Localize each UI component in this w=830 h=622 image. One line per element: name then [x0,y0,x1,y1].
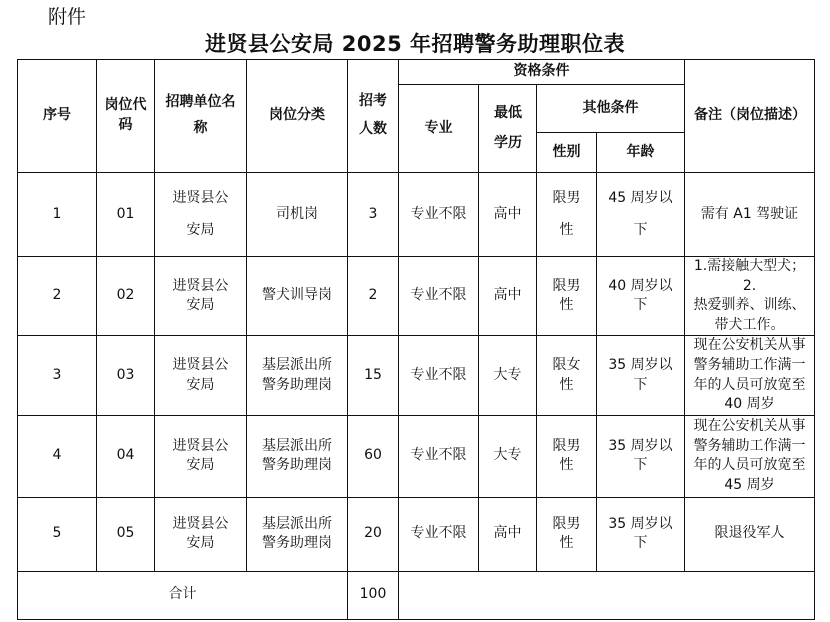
cell-major: 专业不限 [399,257,479,336]
cell-notes-line2: 警务辅助工作满一 [693,356,806,373]
cell-notes-line3: 年的人员可放宽至 [693,457,806,474]
cell-edu: 大专 [479,415,537,497]
cell-unit [155,497,247,571]
cell-major: 专业不限 [399,497,479,571]
cell-unit [155,257,247,336]
cell-count: 60 [348,415,399,497]
cell-code: 03 [97,336,155,415]
table-row [18,257,815,336]
cell-edu: 大专 [479,336,537,415]
cell-notes [685,336,815,415]
cell-unit-line2: 安局 [186,535,215,552]
cell-age [597,173,685,257]
cell-category-line2: 警务助理岗 [262,457,332,474]
total-count: 100 [348,571,399,619]
cell-unit [155,336,247,415]
cell-major: 专业不限 [399,415,479,497]
header-code: 岗位代码 [97,60,155,173]
cell-gender-line1: 限男 [552,515,581,532]
cell-seq: 3 [18,336,97,415]
cell-category [247,173,348,257]
cell-notes [685,257,815,336]
cell-gender [537,173,597,257]
cell-age-line2: 下 [633,221,648,238]
cell-gender-line2: 性 [559,535,574,552]
table-row [18,497,815,571]
cell-unit-line2: 安局 [186,221,215,238]
header-count [348,60,399,173]
cell-gender [537,497,597,571]
positions-table [17,59,815,620]
cell-unit-line1: 进贤县公 [172,356,229,373]
cell-gender-line1: 限男 [552,277,581,294]
cell-category-line1: 基层派出所 [262,356,332,373]
header-count-line1: 招考 [359,93,387,110]
cell-edu: 高中 [479,257,537,336]
cell-unit-line2: 安局 [186,457,215,474]
header-major: 专业 [399,85,479,173]
cell-gender-line1: 限女 [552,356,581,373]
cell-gender [537,257,597,336]
header-other: 其他条件 [537,85,685,133]
cell-gender-line2: 性 [559,297,574,314]
total-row [18,571,815,619]
cell-gender-line2: 性 [559,221,574,238]
cell-notes-line1: 现在公安机关从事 [693,337,806,354]
cell-notes [685,415,815,497]
cell-age [597,415,685,497]
cell-age [597,257,685,336]
header-edu-line2: 学历 [494,134,522,151]
cell-major: 专业不限 [399,173,479,257]
total-blank [399,571,815,619]
cell-category-line1: 基层派出所 [262,437,332,454]
cell-notes-line1: 限退役军人 [714,525,785,542]
cell-category-line1: 警犬训导岗 [262,287,332,304]
header-seq: 序号 [18,60,97,173]
page-title: 进贤县公安局 2025 年招聘警务助理职位表 [204,32,626,56]
cell-seq: 2 [18,257,97,336]
cell-count: 3 [348,173,399,257]
cell-notes-line1: 需有 A1 驾驶证 [700,205,799,222]
cell-major: 专业不限 [399,336,479,415]
total-label: 合计 [18,571,348,619]
cell-gender [537,415,597,497]
cell-age-line1: 35 周岁以 [608,515,673,532]
header-unit [155,60,247,173]
header-gender: 性别 [537,133,597,173]
cell-count: 20 [348,497,399,571]
cell-code: 05 [97,497,155,571]
cell-unit-line2: 安局 [186,376,215,393]
cell-category-line2: 警务助理岗 [262,376,332,393]
header-unit-line2: 称 [193,120,208,136]
cell-category-line1: 基层派出所 [262,515,332,532]
cell-category [247,336,348,415]
cell-seq: 5 [18,497,97,571]
cell-category-line1: 司机岗 [276,205,318,222]
cell-notes-line2: 警务辅助工作满一 [693,437,806,454]
cell-category-line2: 警务助理岗 [262,535,332,552]
cell-age-line1: 40 周岁以 [608,277,673,294]
header-age: 年龄 [597,133,685,173]
cell-notes [685,173,815,257]
cell-gender-line1: 限男 [552,189,581,206]
cell-category [247,497,348,571]
cell-notes-line1: 1.需接触大型犬；2. [693,258,806,294]
cell-unit-line1: 进贤县公 [172,437,229,454]
cell-unit [155,415,247,497]
cell-unit-line2: 安局 [186,297,215,314]
header-edu [479,85,537,173]
cell-unit-line1: 进贤县公 [172,277,229,294]
table-row [18,415,815,497]
header-count-line2: 人数 [359,121,387,137]
cell-age-line2: 下 [633,535,648,552]
cell-age-line2: 下 [633,457,648,474]
cell-age-line1: 35 周岁以 [608,437,673,454]
cell-category [247,415,348,497]
cell-seq: 4 [18,415,97,497]
cell-age-line2: 下 [633,376,648,393]
table-row [18,336,815,415]
cell-notes-line3: 带犬工作。 [714,316,785,333]
cell-count: 15 [348,336,399,415]
cell-gender-line2: 性 [559,457,574,474]
cell-gender [537,336,597,415]
cell-notes-line3: 年的人员可放宽至 [693,376,806,393]
cell-code: 02 [97,257,155,336]
cell-notes-line4: 45 周岁 [724,476,775,493]
cell-count: 2 [348,257,399,336]
cell-category [247,257,348,336]
cell-gender-line2: 性 [559,376,574,393]
header-unit-line1: 招聘单位名 [165,94,236,111]
cell-edu: 高中 [479,497,537,571]
cell-age [597,336,685,415]
cell-notes-line2: 热爱驯养、训练、 [693,297,806,314]
cell-unit-line1: 进贤县公 [172,515,229,532]
cell-age [597,497,685,571]
cell-edu: 高中 [479,173,537,257]
header-qualifications: 资格条件 [399,60,685,85]
cell-unit-line1: 进贤县公 [172,189,229,206]
cell-age-line2: 下 [633,297,648,314]
cell-age-line1: 35 周岁以 [608,356,673,373]
header-notes: 备注（岗位描述） [685,60,815,173]
header-category: 岗位分类 [247,60,348,173]
cell-unit [155,173,247,257]
cell-code: 01 [97,173,155,257]
cell-gender-line1: 限男 [552,437,581,454]
cell-age-line1: 45 周岁以 [608,189,673,206]
attachment-label: 附件 [48,6,87,28]
cell-code: 04 [97,415,155,497]
cell-seq: 1 [18,173,97,257]
cell-notes [685,497,815,571]
header-edu-line1: 最低 [494,104,522,121]
table-row [18,173,815,257]
cell-notes-line1: 现在公安机关从事 [693,418,806,435]
cell-notes-line4: 40 周岁 [724,396,775,413]
